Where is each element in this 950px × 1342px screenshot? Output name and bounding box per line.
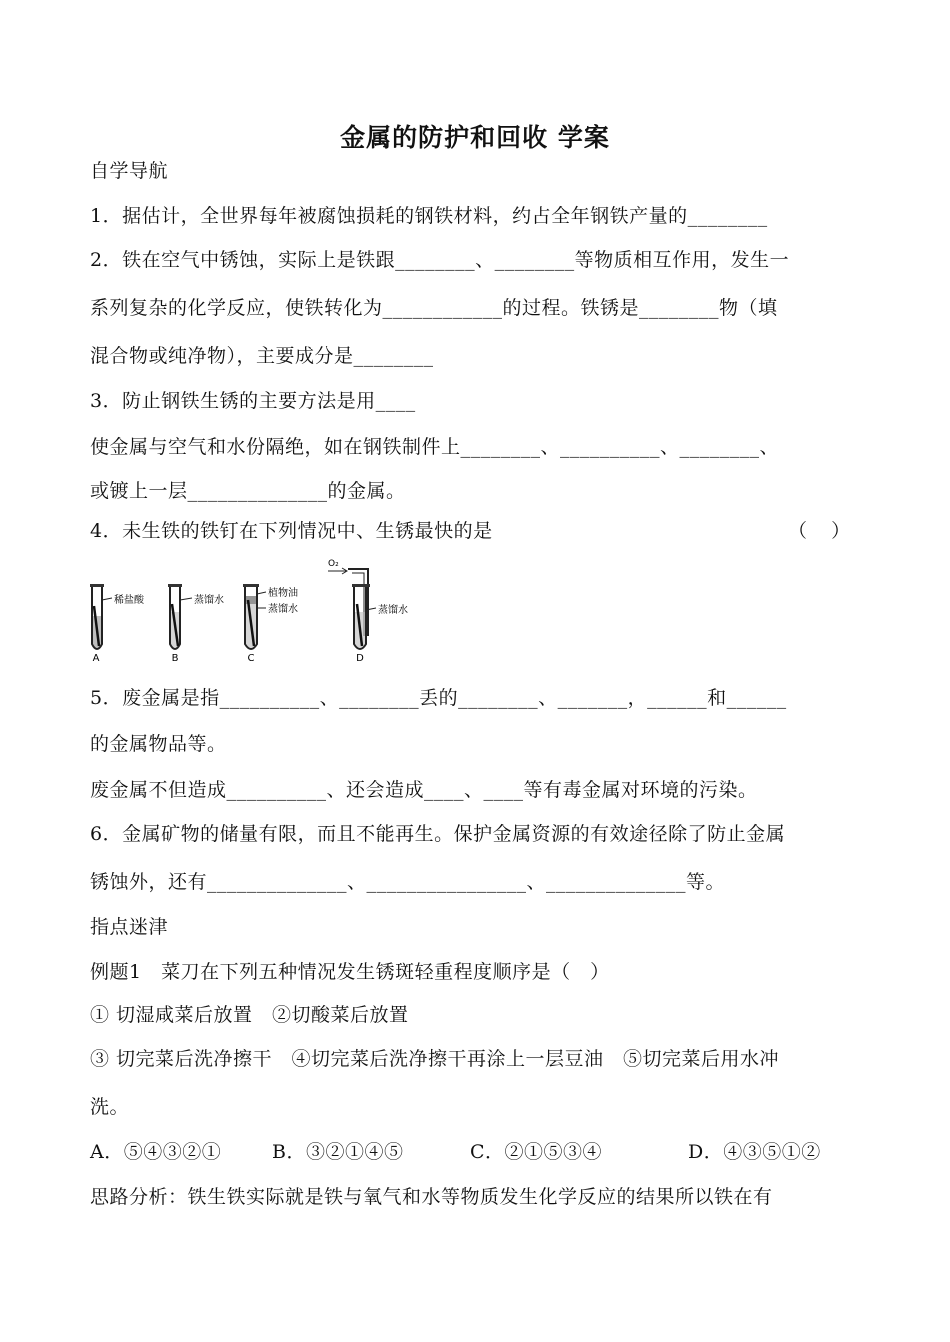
section-guidance: 指点迷津 [90, 916, 169, 938]
tube-a [90, 584, 145, 664]
tube-d [328, 559, 408, 664]
tube-d-label: 蒸馏水 [378, 605, 408, 616]
example-1-case-3-5: ③ 切完菜后洗净擦干 ④切完菜后洗净擦干再涂上一层豆油 ⑤切完菜后用水冲 [90, 1048, 780, 1070]
option-b: B．③②①④⑤ [272, 1141, 404, 1163]
answer-parentheses: （ ） [788, 520, 851, 542]
example-1-case-1-2: ① 切湿咸菜后放置 ②切酸菜后放置 [90, 1004, 409, 1026]
question-2-line-2: 系列复杂的化学反应，使铁转化为____________的过程。铁锈是________物（填 [90, 297, 778, 319]
example-1-question: 例题1 菜刀在下列五种情况发生锈斑轻重程度顺序是（ ） [90, 961, 610, 983]
tube-b [168, 584, 224, 664]
tube-c-letter: C [247, 653, 255, 664]
tube-a-label: 稀盐酸 [114, 595, 144, 606]
question-6-line-2: 锈蚀外，还有______________、________________、______________等。 [90, 871, 726, 893]
question-3-line-3: 或镀上一层______________的金属。 [90, 480, 406, 502]
analysis-text: 思路分析：铁生铁实际就是铁与氧气和水等物质发生化学反应的结果所以铁在有 [90, 1186, 773, 1208]
question-4: 4．未生铁的铁钉在下列情况中、生锈最快的是 [90, 520, 493, 542]
test-tube-diagram [88, 556, 428, 664]
oxygen-label: O₂ [328, 559, 339, 569]
question-5-line-1: 5．废金属是指__________、________丢的________、_______，______和______ [90, 687, 787, 709]
option-d: D．④③⑤①② [688, 1141, 821, 1163]
question-3-line-1: 3．防止钢铁生锈的主要方法是用____ [90, 390, 416, 412]
tube-d-letter: D [356, 653, 364, 664]
page-title: 金属的防护和回收 学案 [340, 123, 610, 152]
tube-c [243, 584, 298, 664]
question-5-line-2: 的金属物品等。 [90, 733, 227, 755]
section-self-study: 自学导航 [90, 160, 169, 182]
option-c: C．②①⑤③④ [470, 1141, 603, 1163]
tube-a-letter: A [92, 653, 100, 664]
question-6-line-1: 6．金属矿物的储量有限，而且不能再生。保护金属资源的有效途径除了防止金属 [90, 823, 786, 845]
question-5-line-3: 废金属不但造成__________、还会造成____、____等有毒金属对环境的污染。 [90, 779, 758, 801]
example-1-case-5-cont: 洗。 [90, 1096, 130, 1118]
question-2-line-1: 2．铁在空气中锈蚀，实际上是铁跟________、________等物质相互作用，发生一 [90, 249, 790, 271]
tube-c-label-water: 蒸馏水 [268, 604, 298, 615]
tube-b-letter: B [171, 653, 179, 664]
question-2-line-3: 混合物或纯净物），主要成分是________ [90, 345, 434, 367]
question-1: 1．据估计，全世界每年被腐蚀损耗的钢铁材料，约占全年钢铁产量的________ [90, 205, 768, 227]
tube-c-label-oil: 植物油 [268, 588, 298, 599]
tube-b-label: 蒸馏水 [194, 595, 224, 606]
test-tube-figure [88, 556, 428, 664]
question-3-line-2: 使金属与空气和水份隔绝，如在钢铁制件上________、__________、________、 [90, 436, 780, 458]
option-a: A．⑤④③②① [90, 1141, 222, 1163]
